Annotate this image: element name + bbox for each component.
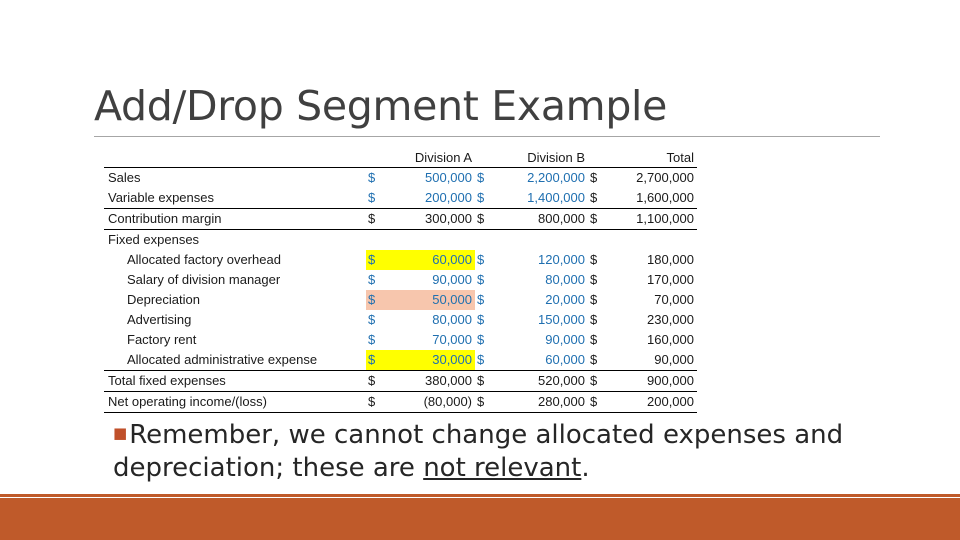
row-label: Sales	[104, 168, 366, 189]
dollar-sign: $	[590, 292, 598, 307]
cell-division-b: 60,000	[489, 350, 588, 371]
dollar-sign: $	[475, 392, 489, 413]
footer-accent-bar	[0, 498, 960, 540]
table-row	[104, 330, 697, 350]
table-row	[104, 310, 697, 330]
cell-division-a: 200,000	[380, 188, 475, 209]
cell-total: 170,000	[647, 272, 694, 287]
row-label: Allocated administrative expense	[104, 350, 366, 371]
cell-division-b: 20,000	[545, 292, 585, 307]
dollar-sign: $	[588, 209, 602, 230]
cell-total: 90,000	[602, 350, 697, 371]
cell-division-b: 2,200,000	[489, 168, 588, 189]
dollar-sign: $	[475, 188, 489, 209]
dollar-sign: $	[590, 312, 598, 327]
row-label: Advertising	[127, 312, 192, 327]
cell-total: 1,100,000	[602, 209, 697, 230]
dollar-sign: $	[366, 250, 380, 270]
cell-division-a: 50,000	[380, 290, 475, 310]
dollar-sign: $	[366, 188, 380, 209]
row-label: Variable expenses	[104, 188, 366, 209]
dollar-sign: $	[368, 312, 376, 327]
table-row	[104, 250, 697, 270]
table-row	[104, 350, 697, 371]
row-label: Fixed expenses	[108, 232, 200, 247]
row-label: Depreciation	[127, 292, 200, 307]
table-header-row	[104, 149, 697, 168]
cell-total: 2,700,000	[602, 168, 697, 189]
cell-division-b: 150,000	[538, 312, 585, 327]
cell-division-b: 280,000	[489, 392, 588, 413]
dollar-sign: $	[475, 209, 489, 230]
dollar-sign: $	[366, 209, 380, 230]
cell-division-b: 80,000	[545, 272, 585, 287]
header-total: Total	[666, 150, 694, 165]
cell-division-b: 120,000	[538, 252, 585, 267]
bullet-point	[113, 420, 873, 483]
row-label: Factory rent	[127, 332, 197, 347]
title-divider	[94, 136, 880, 137]
cell-total: 900,000	[602, 371, 697, 392]
table-row	[104, 168, 697, 189]
cell-division-b: 90,000	[545, 332, 585, 347]
header-division-a: Division A	[414, 150, 472, 165]
table-row	[104, 371, 697, 392]
cell-division-a: 80,000	[432, 312, 472, 327]
square-bullet-icon: ■	[113, 424, 128, 442]
row-label: Allocated factory overhead	[127, 252, 281, 267]
cell-division-b: 800,000	[489, 209, 588, 230]
dollar-sign: $	[590, 332, 598, 347]
dollar-sign: $	[477, 312, 485, 327]
cell-division-a: 300,000	[380, 209, 475, 230]
cell-division-a: 90,000	[432, 272, 472, 287]
dollar-sign: $	[366, 168, 380, 189]
table-row	[104, 188, 697, 209]
cell-total: 70,000	[654, 292, 694, 307]
cell-division-a: 30,000	[380, 350, 475, 371]
cell-division-a: 380,000	[380, 371, 475, 392]
cell-division-b: 1,400,000	[489, 188, 588, 209]
dollar-sign: $	[366, 371, 380, 392]
dollar-sign: $	[366, 350, 380, 371]
dollar-sign: $	[475, 168, 489, 189]
dollar-sign: $	[588, 168, 602, 189]
row-label: Total fixed expenses	[104, 371, 366, 392]
cell-division-a: 60,000	[380, 250, 475, 270]
dollar-sign: $	[368, 332, 376, 347]
cell-total: 160,000	[647, 332, 694, 347]
dollar-sign: $	[588, 392, 602, 413]
bullet-underlined-text: not relevant	[423, 453, 582, 483]
dollar-sign: $	[477, 292, 485, 307]
cell-total: 1,600,000	[602, 188, 697, 209]
cell-division-b: 520,000	[489, 371, 588, 392]
row-label: Salary of division manager	[127, 272, 281, 287]
dollar-sign: $	[475, 350, 489, 371]
dollar-sign: $	[590, 252, 598, 267]
slide-title: Add/Drop Segment Example	[94, 82, 668, 130]
income-statement-table	[104, 149, 697, 413]
dollar-sign: $	[366, 392, 380, 413]
cell-division-a: 500,000	[380, 168, 475, 189]
dollar-sign: $	[588, 188, 602, 209]
table-row	[104, 392, 697, 413]
dollar-sign: $	[477, 272, 485, 287]
cell-total: 230,000	[647, 312, 694, 327]
row-label: Contribution margin	[104, 209, 366, 230]
dollar-sign: $	[366, 290, 380, 310]
dollar-sign: $	[588, 371, 602, 392]
cell-division-a: (80,000)	[380, 392, 475, 413]
dollar-sign: $	[477, 332, 485, 347]
dollar-sign: $	[368, 272, 376, 287]
bullet-period: .	[581, 453, 590, 483]
cell-total: 180,000	[647, 252, 694, 267]
dollar-sign: $	[590, 272, 598, 287]
row-label: Net operating income/(loss)	[104, 392, 366, 413]
table-row	[104, 230, 697, 251]
table-row	[104, 290, 697, 310]
cell-total: 200,000	[602, 392, 697, 413]
cell-division-a: 70,000	[432, 332, 472, 347]
header-division-b: Division B	[527, 150, 585, 165]
header-blank	[104, 149, 366, 168]
dollar-sign: $	[477, 252, 485, 267]
table-row	[104, 209, 697, 230]
table-row	[104, 270, 697, 290]
dollar-sign: $	[588, 350, 602, 371]
footer-accent-line	[0, 494, 960, 497]
bullet-text: Remember, we cannot change allocated expenses and depreciation; these are	[113, 420, 844, 483]
dollar-sign: $	[475, 371, 489, 392]
